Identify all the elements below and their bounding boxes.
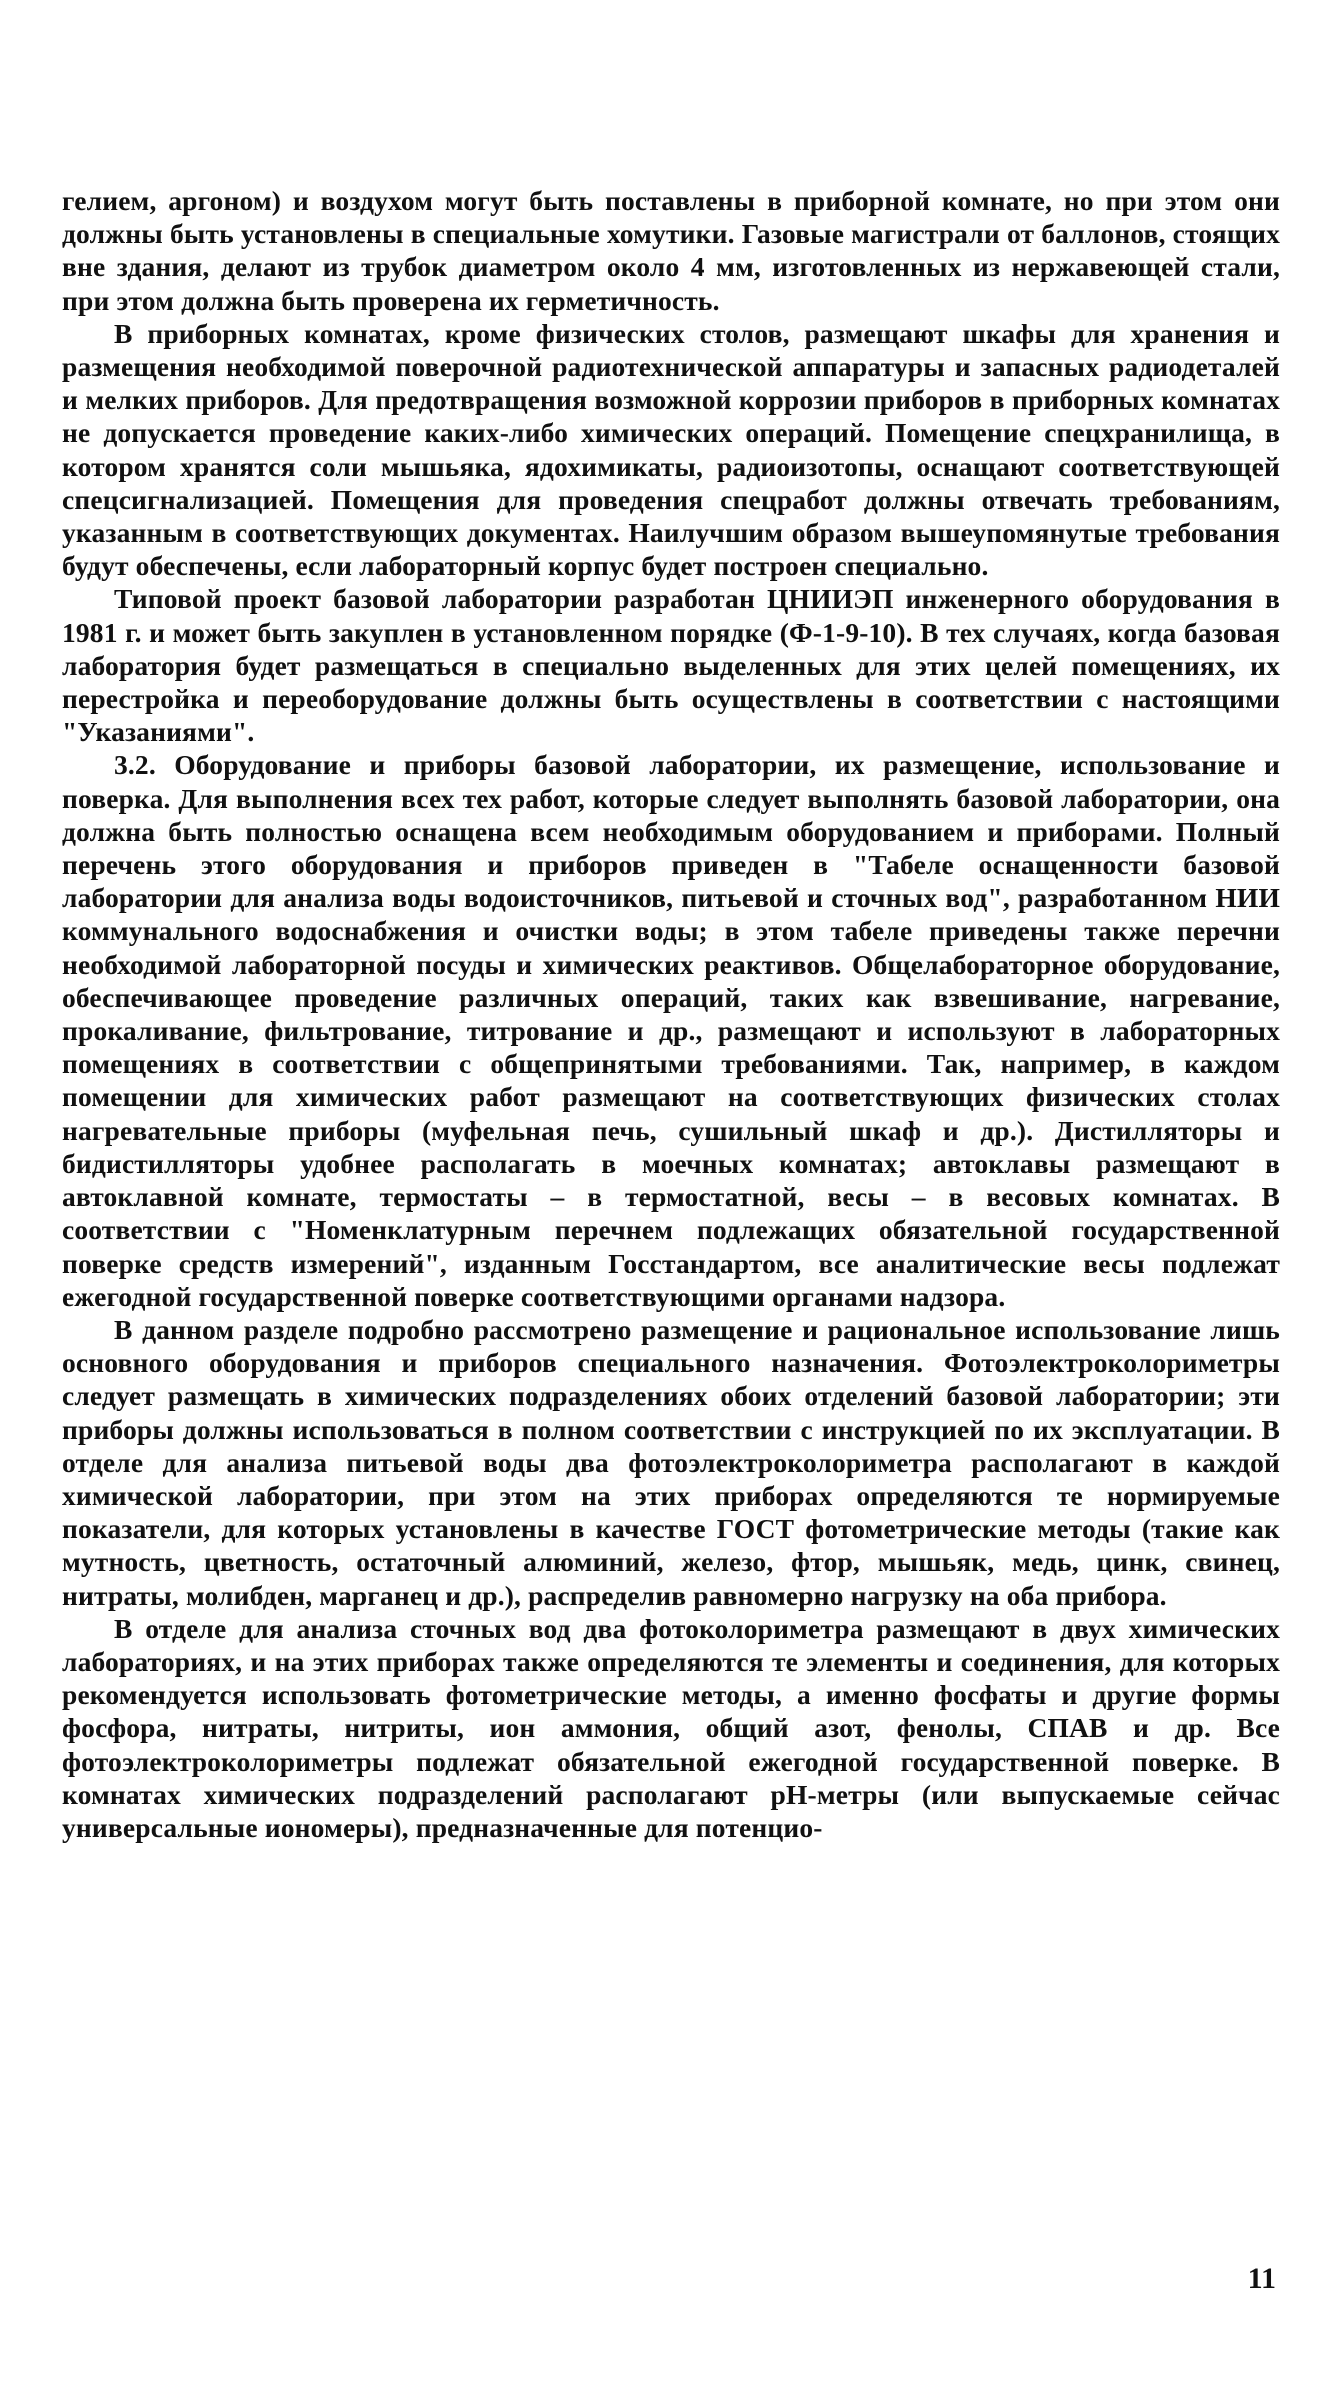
paragraph-instrument-rooms: В приборных комнатах, кроме физических столов, размещают шкафы для хранения и размещения необходимой поверочной радиотехнической аппаратуры и запасных радиодеталей и мелких приборов. Для предотвращения возможной коррозии приборов в приборных комнатах не допускается проведение каких-либо химических операций. Помещение спецхранилища, в котором хранятся соли мышьяка, ядохимикаты, радиоизотопы, оснащают соответствующей спецсигнализацией. Помещения для проведения спецработ должны отвечать требованиям, указанным в соответствующих документах. Наилучшим образом вышеупомянутые требования будут обеспечены, если лабораторный корпус будет построен специально.: [62, 317, 1280, 582]
paragraph-section-3-2: 3.2. Оборудование и приборы базовой лаборатории, их размещение, использование и поверка. Для выполнения всех тех работ, которые следует выполнять базовой лаборатории, она должна быть полностью оснащена всем необходимым оборудованием и приборами. Полный перечень этого оборудования и приборов приведен в "Табеле оснащенности базовой лаборатории для анализа воды водоисточников, питьевой и сточных вод", разработанном НИИ коммунального водоснабжения и очистки воды; в этом табеле приведены также перечни необходимой лабораторной посуды и химических реактивов. Общелабораторное оборудование, обеспечивающее проведение различных операций, таких как взвешивание, нагревание, прокаливание, фильтрование, титрование и др., размещают и используют в лабораторных помещениях в соответствии с общепринятыми требованиями. Так, например, в каждом помещении для химических работ размещают на соответствующих физических столах нагревательные приборы (муфельная печь, сушильный шкаф и др.). Дистилляторы и бидистилляторы удобнее располагать в моечных комнатах; автоклавы размещают в автоклавной комнате, термостаты – в термостатной, весы – в весовых комнатах. В соответствии с "Номенклатурным перечнем подлежащих обязательной государственной поверке средств измерений", изданным Госстандартом, все аналитические весы подлежат ежегодной государственной поверке соответствующими органами надзора.: [62, 749, 1280, 1312]
paragraph-photocolorimeters-drinking-water: В данном разделе подробно рассмотрено размещение и рациональное использование лишь основного оборудования и приборов специального назначения. Фотоэлектроколориметры следует размещать в химических подразделениях обоих отделений базовой лаборатории; эти приборы должны использоваться в полном соответствии с инструкцией по их эксплуатации. В отделе для анализа питьевой воды два фотоэлектроколориметра располагают в каждой химической лаборатории, при этом на этих приборах определяются те нормируемые показатели, для которых установлены в качестве ГОСТ фотометрические методы (такие как мутность, цветность, остаточный алюминий, железо, фтор, мышьяк, медь, цинк, свинец, нитраты, молибден, марганец и др.), распределив равномерно нагрузку на оба прибора.: [62, 1313, 1280, 1611]
paragraph-gas-lines: гелием, аргоном) и воздухом могут быть поставлены в приборной комнате, но при этом они должны быть установлены в специальные хомутики. Газовые магистрали от баллонов, стоящих вне здания, делают из трубок диаметром около 4 мм, изготовленных из нержавеющей стали, при этом должна быть проверена их герметичность.: [62, 185, 1280, 316]
paragraph-standard-project: Типовой проект базовой лаборатории разработан ЦНИИЭП инженерного оборудования в 1981 г. и может быть закуплен в установленном порядке (Ф-1-9-10). В тех случаях, когда базовая лаборатория будет размещаться в специально выделенных для этих целей помещениях, их перестройка и переоборудование должны быть осуществлены в соответствии с настоящими "Указаниями".: [62, 583, 1280, 748]
paragraph-photocolorimeters-wastewater: В отделе для анализа сточных вод два фотоколориметра размещают в двух химических лабораториях, и на этих приборах также определяются те элементы и соединения, для которых рекомендуется использовать фотометрические методы, а именно фосфаты и другие формы фосфора, нитраты, нитриты, ион аммония, общий азот, фенолы, СПАВ и др. Все фотоэлектроколориметры подлежат обязательной ежегодной государственной поверке. В комнатах химических подразделений располагают рН-метры (или выпускаемые сейчас универсальные иономеры), предназначенные для потенцио-: [62, 1612, 1280, 1843]
page-number: 11: [1247, 2262, 1276, 2295]
page-body: [62, 184, 1280, 1844]
